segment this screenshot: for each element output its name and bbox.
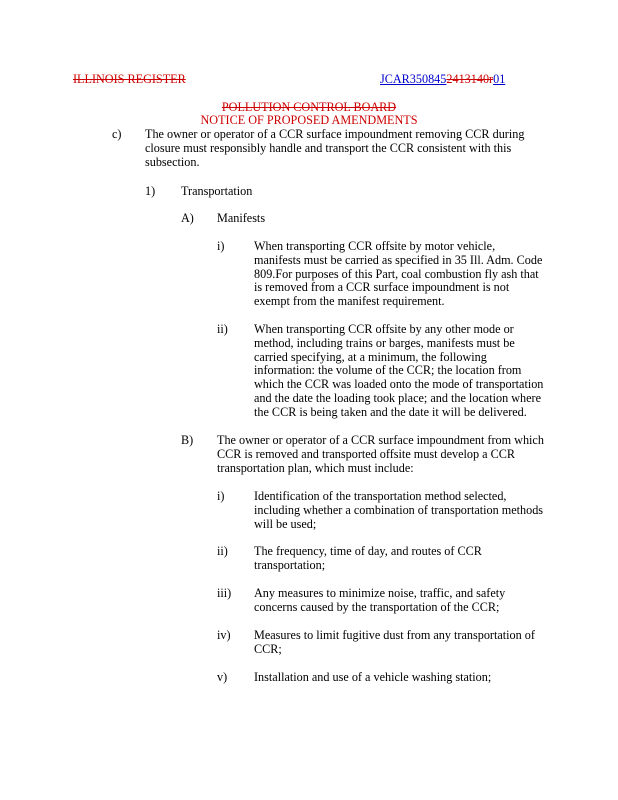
item-1-text: Transportation [181,184,253,198]
paragraph-line: The frequency, time of day, and routes of CCR [254,544,482,558]
paragraph-line: The owner or operator of a CCR surface impoundment from which [217,433,544,447]
paragraph-line: transportation; [254,557,326,572]
paragraph-line: the CCR is being taken and the date it will be delivered. [254,404,527,419]
register-header-text: ILLINOIS REGISTER [73,72,186,86]
paragraph-line: Identification of the transportation method selected, [254,489,507,503]
paragraph-line: which the CCR was loaded onto the mode of transportation [254,377,544,392]
item-Biii-text [254,587,505,615]
paragraph-line: subsection. [145,154,200,169]
paragraph-line: The owner or operator of a CCR surface impoundment removing CCR during [145,127,525,141]
item-A-label: A) [181,211,194,225]
paragraph-line: When transporting CCR offsite by any other mode or [254,322,514,336]
subsection-c-label: c) [112,127,122,141]
register-header [73,73,186,87]
item-B-label: B) [181,433,194,447]
paragraph-line: carried specifying, at a minimum, the following [254,349,487,364]
jcar-deleted: 2413140r [446,72,494,86]
item-Bv-text [254,671,491,685]
item-Aii-label: ii) [217,322,228,336]
paragraph-line: will be used; [254,516,317,531]
item-Biv-label: iv) [217,628,231,642]
paragraph-line: transportation plan, which must include: [217,460,414,475]
paragraph-line: CCR is removed and transported offsite must develop a CCR [217,446,515,461]
paragraph-line: is removed from a CCR surface impoundment is not [254,280,510,295]
item-Bii-text [254,545,482,573]
paragraph-line: exempt from the manifest requirement. [254,294,445,309]
board-title-text: POLLUTION CONTROL BOARD [221,100,397,114]
item-1-label: 1) [145,184,156,198]
paragraph-line: When transporting CCR offsite by motor vehicle, [254,239,496,253]
item-Bv-label: v) [217,670,228,684]
paragraph-line: concerns caused by the transportation of the CCR; [254,599,500,614]
item-B-text [217,434,544,475]
item-Bi-label: i) [217,489,225,503]
paragraph-line: method, including trains or barges, manifests must be [254,335,515,350]
paragraph-line: closure must responsibly handle and transport the CCR consistent with this [145,140,512,155]
paragraph-line: and the date the loading took place; and the location where [254,390,541,405]
notice-title [0,114,618,128]
jcar-reference [380,73,505,87]
jcar-suffix: 01 [493,72,506,86]
notice-title-text: NOTICE OF PROPOSED AMENDMENTS [200,113,418,127]
paragraph-line: Any measures to minimize noise, traffic, and safety [254,586,506,600]
item-Bi-text [254,490,543,531]
paragraph-line: Measures to limit fugitive dust from any transportation of [254,628,535,642]
paragraph-line: including whether a combination of transportation methods [254,502,544,517]
item-Ai-label: i) [217,239,225,253]
jcar-prefix: JCAR350845 [380,72,447,86]
item-Bii-label: ii) [217,544,228,558]
item-Biv-text [254,629,535,657]
paragraph-line: information: the volume of the CCR; the location from [254,363,522,378]
paragraph-line: 809.For purposes of this Part, coal combustion fly ash that [254,266,539,281]
item-Biii-label: iii) [217,586,232,600]
item-Aii-text [254,323,543,420]
item-Ai-text [254,240,542,309]
paragraph-line: manifests must be carried as specified in 35 Ill. Adm. Code [254,252,543,267]
item-A-text: Manifests [217,211,266,225]
paragraph-line: CCR; [254,641,282,656]
paragraph-line: Installation and use of a vehicle washing station; [254,670,492,684]
subsection-c-text [145,128,524,169]
